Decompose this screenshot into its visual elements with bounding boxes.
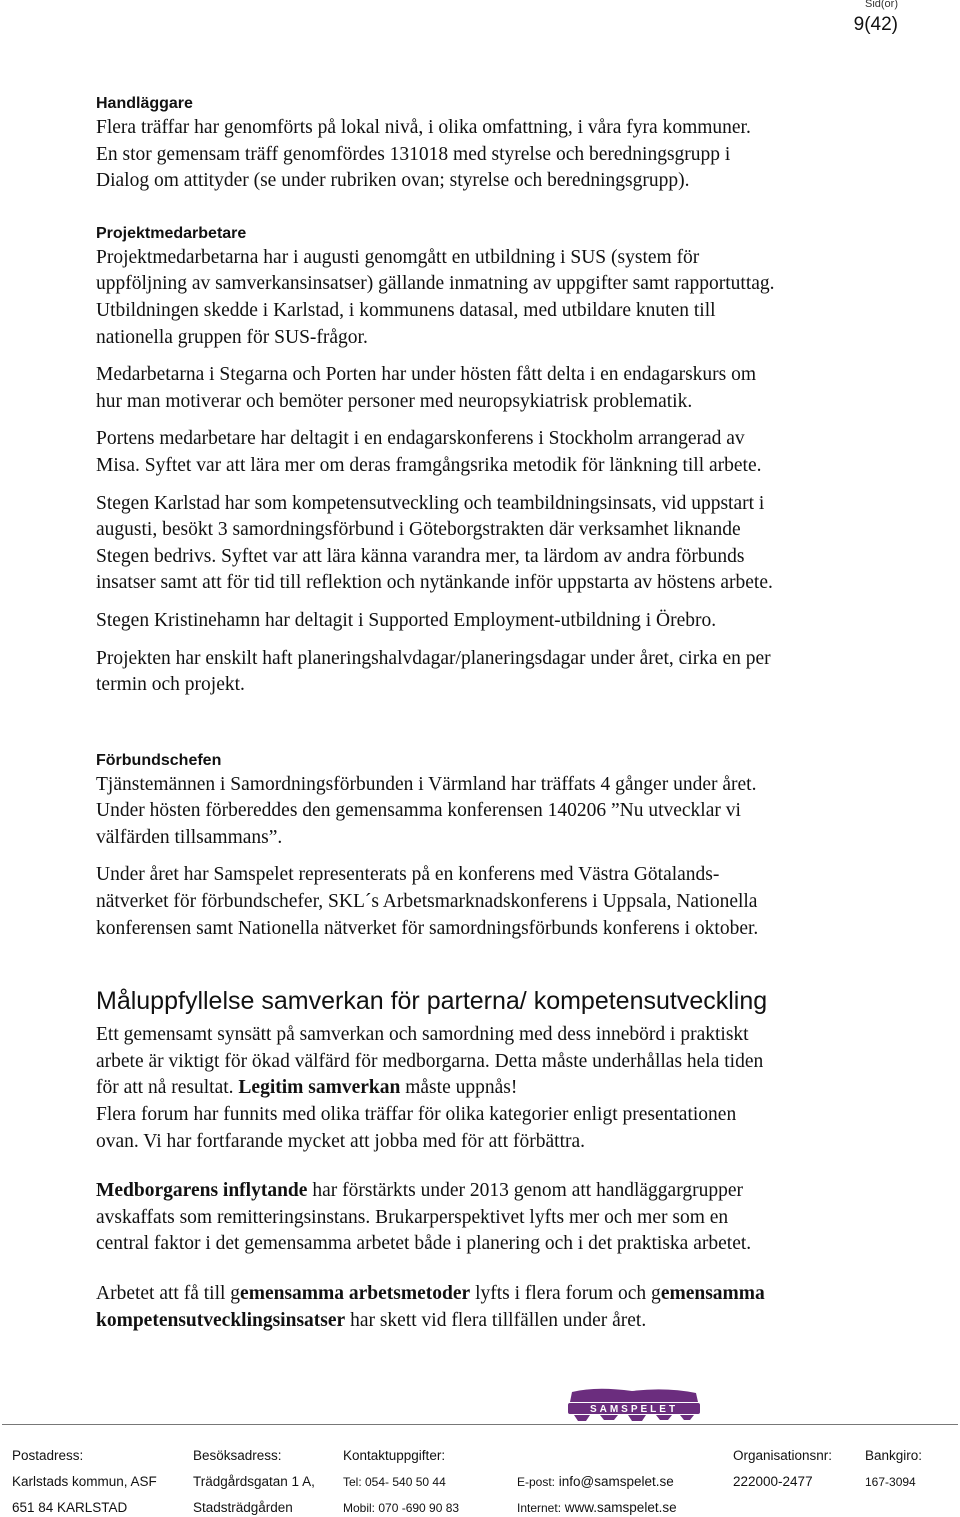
text-line: Under hösten förbereddes den gemensamma konferensen 140206 ”Nu utvecklar vi xyxy=(96,800,741,822)
footer-tel: Tel: 054- 540 50 44 xyxy=(343,1475,446,1489)
paragraph xyxy=(96,1281,916,1334)
bold-text: emensamma arbetsmetoder xyxy=(240,1283,471,1304)
text-line: Projekten har enskilt haft planeringshalvdagar/planeringsdagar under året, cirka en per xyxy=(96,647,771,669)
website-link[interactable]: www.samspelet.se xyxy=(564,1500,677,1515)
footer-epost xyxy=(517,1474,674,1489)
text-line: välfärden tillsammans”. xyxy=(96,826,283,848)
section-heading: Handläggare xyxy=(96,95,193,112)
text-line: Medarbetarna i Stegarna och Porten har under hösten fått delta i en endagarskurs om xyxy=(96,364,757,386)
paragraph xyxy=(96,115,916,195)
text-line: Stegen Kristinehamn har deltagit i Supported Employment-utbildning i Örebro. xyxy=(96,609,717,631)
section-heading: Måluppfyllelse samverkan för parterna/ kompetensutveckling xyxy=(96,987,768,1016)
text-line xyxy=(96,1310,646,1331)
text-line: Dialog om attityder (se under rubriken ovan; styrelse och beredningsgrupp). xyxy=(96,170,690,192)
text-line: En stor gemensam träff genomfördes 131018 med styrelse och beredningsgrupp i xyxy=(96,143,731,165)
paragraph xyxy=(96,491,916,597)
text-line: Stegen bedrivs. Syftet var att lära känna varandra mer, ta lärdom av andra förbunds xyxy=(96,545,745,567)
section-heading: Förbundschefen xyxy=(96,751,222,769)
samspelet-logo xyxy=(566,1388,702,1422)
text-line: Tjänstemännen i Samordningsförbunden i Värmland har träffats 4 gånger under året. xyxy=(96,773,757,795)
footer-bankgiro-value: 167-3094 xyxy=(865,1475,916,1489)
section-maluppfyllelse xyxy=(96,986,916,1334)
text-line: Under året har Samspelet representerats på en konferens med Västra Götalands- xyxy=(96,864,720,886)
text-run: lyfts i flera forum och g xyxy=(470,1283,661,1304)
section-handlaggare xyxy=(96,93,916,195)
text-line: termin och projekt. xyxy=(96,674,245,696)
paragraph xyxy=(96,1022,916,1155)
footer-postadress-line1: Karlstads kommun, ASF xyxy=(12,1474,157,1489)
footer-orgnr-value: 222000-2477 xyxy=(733,1474,813,1489)
paragraph xyxy=(96,608,916,635)
page-number: 9(42) xyxy=(853,14,898,35)
text-line xyxy=(96,1180,743,1201)
text-line: central faktor i det gemensamma arbetet både i planering och i det praktiska arbetet. xyxy=(96,1233,752,1255)
page-label: Sid(or) xyxy=(864,0,898,10)
text-line: Misa. Syftet var att lära mer om deras framgångsrika metodik för länkning till arbete. xyxy=(96,454,762,476)
text-line: uppföljning av samverkansinsatser) gällande inmatning av uppgifter samt rapportuttag. xyxy=(96,273,775,295)
text-line: ovan. Vi har fortfarande mycket att jobba med för att förbättra. xyxy=(96,1130,586,1152)
text-line: augusti, besökt 3 samordningsförbund i Göteborgstrakten där verksamhet liknande xyxy=(96,519,741,541)
footer-mobil: Mobil: 070 -690 90 83 xyxy=(343,1501,460,1515)
text-line: Utbildningen skedde i Karlstad, i kommunens datasal, med utbildare knuten till xyxy=(96,299,716,321)
footer-epost-label: E-post: xyxy=(517,1475,556,1489)
footer-postadress-line2: 651 84 KARLSTAD xyxy=(12,1500,128,1515)
text-line xyxy=(96,1283,765,1304)
paragraph xyxy=(96,1178,916,1258)
text-line: konferensen samt Nationella nätverket för samordningsförbunds konferens i oktober. xyxy=(96,917,759,939)
footer-besoksadress-label: Besöksadress: xyxy=(193,1448,282,1463)
text-line: Projektmedarbetarna har i augusti genomgått en utbildning i SUS (system för xyxy=(96,246,700,268)
text-line: Portens medarbetare har deltagit i en endagarskonferens i Stockholm arrangerad av xyxy=(96,428,745,450)
bold-text: Legitim samverkan xyxy=(238,1077,401,1099)
text-line: arbete är viktigt för ökad välfärd för medborgarna. Detta måste underhållas hela tiden xyxy=(96,1050,764,1072)
bold-text: Medborgarens inflytande xyxy=(96,1180,308,1202)
bold-text: emensamma xyxy=(660,1283,765,1304)
paragraph xyxy=(96,245,916,351)
bold-text: kompetensutvecklingsinsatser xyxy=(96,1309,346,1331)
footer-orgnr-label: Organisationsnr: xyxy=(733,1448,833,1463)
section-heading: Projektmedarbetare xyxy=(96,224,247,242)
text-line: hur man motiverar och bemöter personer med neuropsykiatrisk problematik. xyxy=(96,390,693,412)
paragraph xyxy=(96,862,916,942)
text-line: nationella gruppen för SUS-frågor. xyxy=(96,326,368,348)
text-run: har förstärkts under 2013 genom att handläggargrupper xyxy=(307,1180,743,1202)
paragraph xyxy=(96,362,916,415)
text-line: Flera forum har funnits med olika träffar för olika kategorier enligt presentationen xyxy=(96,1104,737,1126)
footer-postadress-label: Postadress: xyxy=(12,1448,84,1463)
paragraph xyxy=(96,772,916,852)
logo-text: SAMSPELET xyxy=(589,1404,679,1415)
email-link[interactable]: info@samspelet.se xyxy=(558,1474,674,1489)
footer-internet-label: Internet: xyxy=(517,1501,562,1515)
text-run: för att nå resultat. xyxy=(96,1077,239,1099)
text-line: insatser samt att för tid till reflektion och nytänkande inför uppstarta av höstens arbete. xyxy=(96,572,773,594)
document-body xyxy=(96,93,916,1334)
section-projektmedarbetare xyxy=(96,223,916,699)
section-forbundschefen xyxy=(96,750,916,943)
paragraph xyxy=(96,646,916,699)
text-line: Stegen Karlstad har som kompetensutveckling och teambildningsinsats, vid uppstart i xyxy=(96,492,765,514)
text-run: har skett vid flera tillfällen under året. xyxy=(345,1309,647,1331)
footer-bankgiro-label: Bankgiro: xyxy=(865,1448,923,1463)
text-line: nätverket för förbundschefer, SKL´s Arbetsmarknadskonferens i Uppsala, Nationella xyxy=(96,891,758,913)
text-line: Flera träffar har genomförts på lokal nivå, i olika omfattning, i våra fyra kommuner. xyxy=(96,117,751,138)
footer-besoksadress-line2: Stadsträdgården xyxy=(193,1500,293,1515)
footer-internet xyxy=(517,1500,677,1515)
text-line: Ett gemensamt synsätt på samverkan och samordning med dess innebörd i praktiskt xyxy=(96,1024,749,1046)
footer-kontakt-label: Kontaktuppgifter: xyxy=(343,1448,446,1463)
paragraph xyxy=(96,426,916,479)
page-header xyxy=(854,0,898,36)
text-line xyxy=(96,1077,517,1098)
text-run: måste uppnås! xyxy=(400,1077,518,1099)
text-line: avskaffats som remitteringsinstans. Brukarperspektivet lyfts mer och mer som en xyxy=(96,1206,729,1228)
footer-besoksadress-line1: Trädgårdsgatan 1 A, xyxy=(193,1474,315,1489)
footer-divider xyxy=(2,1424,958,1425)
text-run: Arbetet att få till g xyxy=(96,1283,241,1304)
